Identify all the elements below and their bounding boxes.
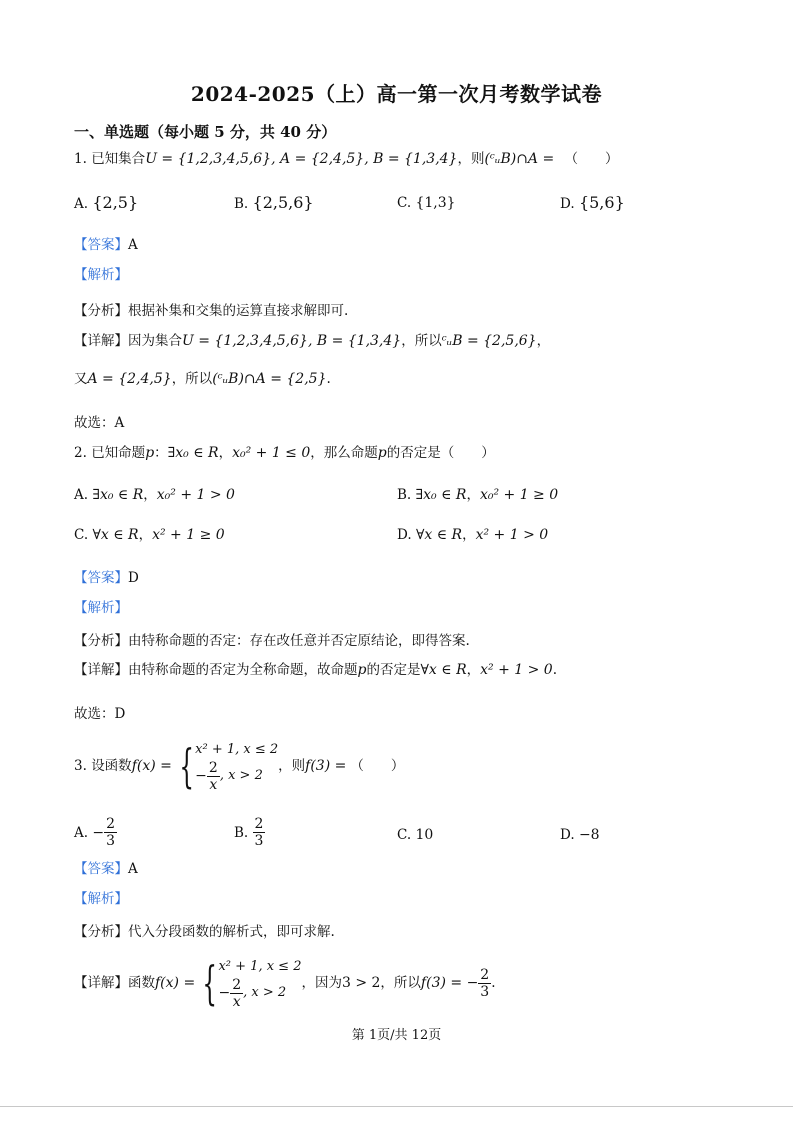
q3-detail: 【详解】 函数 f(x) = { x² + 1, x ≤ 2 − $\frac{2}{x}$ , x > 2 ，因为 3 > 2 ，所以 f(3) = − $\frac{2}{3}$ . — [74, 956, 496, 1010]
question-2-stem: 2. 已知命题p：∃x₀ ∈ R，x₀² + 1 ≤ 0，那么命题p的否定是（ ） — [74, 445, 495, 461]
q3-fenxi: 【分析】代入分段函数的解析式，即可求解. — [74, 924, 335, 940]
left-brace: { — [179, 739, 194, 793]
q1-answer: 【答案】A — [74, 237, 138, 253]
q2-detail: 【详解】由特称命题的否定为全称命题，故命题p的否定是∀x ∈ R，x² + 1 > 0. — [74, 662, 558, 678]
q1-option-b: B. {2,5,6} — [234, 193, 314, 212]
q1-fenxi: 【分析】根据补集和交集的运算直接求解即可. — [74, 303, 349, 319]
piecewise-cases: x² + 1, x ≤ 2 − $\frac{2}{x}$ , x > 2 — [195, 741, 279, 793]
q2-option-b: B. ∃x₀ ∈ R，x₀² + 1 ≥ 0 — [397, 487, 559, 503]
page-footer: 第 1页/共 12页 — [351, 1028, 442, 1043]
q3-option-b: B. $\frac{2}{3}$ — [234, 816, 264, 849]
section-title: 一、单选题（每小题 5 分，共 40 分） — [74, 123, 337, 141]
q2-choose: 故选：D — [74, 706, 126, 722]
q1-option-d: D. {5,6} — [560, 193, 625, 212]
q1-option-c: C. {1,3} — [397, 195, 456, 211]
question-1-stem: 1. 已知集合U = {1,2,3,4,5,6}, A = {2,4,5}, B = {1,3,4}，则(ᶜᵤB)∩A = （ ） — [74, 151, 619, 167]
q3-answer: 【答案】A — [74, 861, 138, 877]
document-title: 2024-2025（上）高一第一次月考数学试卷 — [190, 82, 603, 106]
q3-option-d: D. −8 — [560, 827, 600, 843]
q2-fenxi: 【分析】由特称命题的否定：存在改任意并否定原结论，即得答案. — [74, 633, 470, 649]
q2-option-a: A. ∃x₀ ∈ R，x₀² + 1 > 0 — [74, 487, 235, 503]
q2-option-c: C. ∀x ∈ R，x² + 1 ≥ 0 — [74, 527, 225, 543]
q1-option-a: A. {2,5} — [74, 193, 139, 212]
left-brace: { — [202, 956, 218, 1010]
q2-answer: 【答案】D — [74, 570, 139, 586]
q2-analysis-tag: 【解析】 — [74, 600, 128, 616]
question-3-stem: 3. 设函数 f(x) = { x² + 1, x ≤ 2 − $\frac{2}{x}$ , x > 2 ，则 f(3) = （ ） — [74, 739, 405, 793]
q3-analysis-tag: 【解析】 — [74, 891, 128, 907]
q1-choose: 故选：A — [74, 415, 125, 431]
page-bottom-divider — [0, 1106, 793, 1107]
q3-option-c: C. 10 — [397, 827, 434, 843]
q1-analysis-tag: 【解析】 — [74, 267, 128, 283]
q3-option-a: A. − $\frac{2}{3}$ — [74, 816, 115, 849]
piecewise-cases: x² + 1, x ≤ 2 − $\frac{2}{x}$ , x > 2 — [218, 958, 302, 1010]
q1-detail-line2: 又A = {2,4,5}，所以(ᶜᵤB)∩A = {2,5}. — [74, 371, 331, 387]
q1-detail-line1: 【详解】因为集合U = {1,2,3,4,5,6}, B = {1,3,4}，所以ᶜᵤB = {2,5,6}， — [74, 333, 551, 349]
q2-option-d: D. ∀x ∈ R，x² + 1 > 0 — [397, 527, 549, 543]
